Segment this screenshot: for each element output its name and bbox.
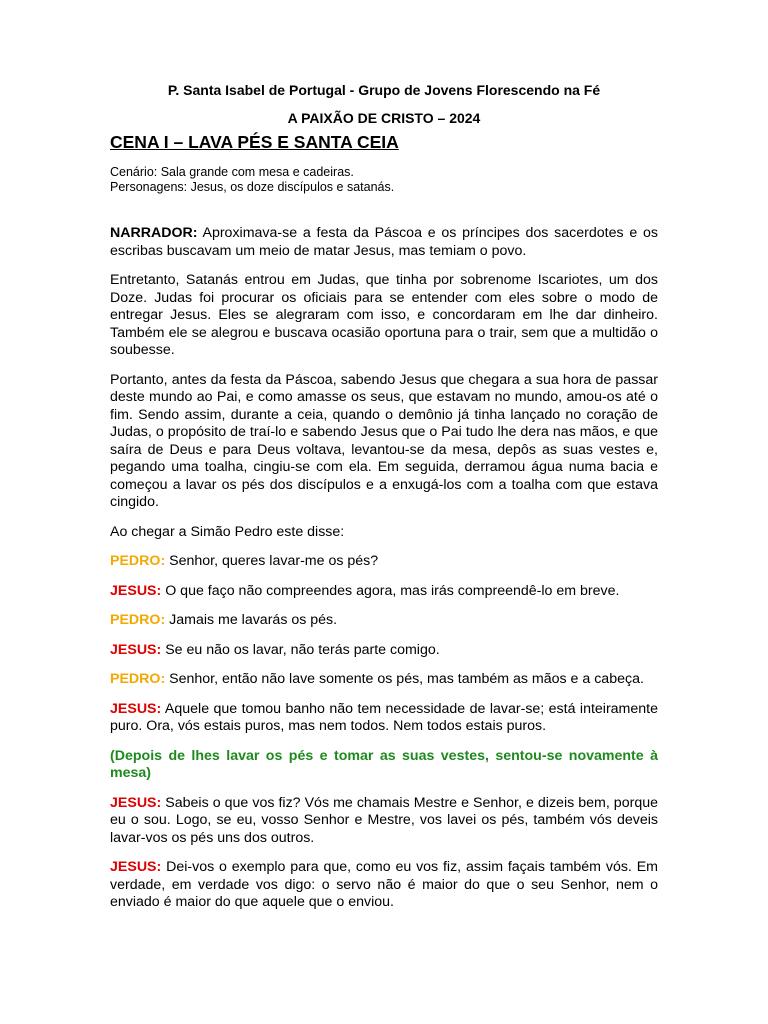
line-text: Se eu não os lavar, não terás parte comigo. xyxy=(165,641,440,658)
dialogue-line xyxy=(110,553,658,571)
dialogue-line xyxy=(110,859,658,912)
speaker-jesus: JESUS: xyxy=(110,582,162,599)
setting-line: Cenário: Sala grande com mesa e cadeiras. xyxy=(110,165,354,179)
line-text: Jamais me lavarás os pés. xyxy=(169,612,338,628)
speaker-narrador: NARRADOR: xyxy=(110,225,198,241)
line-text: Sabeis o que vos fiz? Vós me chamais Mestre e Senhor, e dizeis bem, porque eu o sou. Logo, se eu, vosso Senhor e Mestre, vos lavei os pés, também vós deveis lavar-vos os pés uns dos outros. xyxy=(110,794,658,846)
stage-direction: (Depois de lhes lavar os pés e tomar as suas vestes, sentou-se novamente à mesa) xyxy=(110,747,658,781)
script-document xyxy=(110,82,658,924)
characters-line: Personagens: Jesus, os doze discípulos e satanás. xyxy=(110,180,395,194)
line-text: Senhor, então não lave somente os pés, mas também as mãos e a cabeça. xyxy=(169,671,644,687)
narration-paragraph: Ao chegar a Simão Pedro este disse: xyxy=(110,523,345,540)
line-text: Dei-vos o exemplo para que, como eu vos fiz, assim façais também vós. Em verdade, em verdade vos digo: o servo não é maior do que o seu Senhor, nem o enviado é maior do que aquele que o enviou. xyxy=(110,859,658,910)
group-header: P. Santa Isabel de Portugal - Grupo de Jovens Florescendo na Fé xyxy=(167,82,601,98)
speaker-pedro: PEDRO: xyxy=(110,671,166,687)
dialogue-line xyxy=(110,642,658,660)
dialogue-line xyxy=(110,612,658,630)
play-title: A PAIXÃO DE CRISTO – 2024 xyxy=(287,110,481,126)
dialogue-line xyxy=(110,701,658,736)
speaker-jesus: JESUS: xyxy=(110,794,162,811)
dialogue-line xyxy=(110,795,658,848)
speaker-jesus: JESUS: xyxy=(110,641,162,658)
scene-setting xyxy=(110,165,658,195)
line-text: Senhor, queres lavar-me os pés? xyxy=(169,553,379,569)
dialogue-line xyxy=(110,583,658,601)
line-text: Aproximava-se a festa da Páscoa e os príncipes dos sacerdotes e os escribas buscavam um meio de matar Jesus, mas temiam o povo. xyxy=(110,225,658,259)
speaker-pedro: PEDRO: xyxy=(110,553,166,569)
narrator-line xyxy=(110,225,658,260)
narration-paragraph: Entretanto, Satanás entrou em Judas, que tinha por sobrenome Iscariotes, um dos Doze. Judas foi procurar os oficiais para se entender com eles sobre o modo de entregar Jesus. Eles se alegraram com isso, e concordaram em lhe dar dinheiro. Também ele se alegrou e buscava ocasião oportuna para o trair, sem que a multidão o soubesse. xyxy=(110,272,658,358)
line-text: O que faço não compreendes agora, mas irás compreendê-lo em breve. xyxy=(165,582,620,599)
narration-paragraph: Portanto, antes da festa da Páscoa, sabendo Jesus que chegara a sua hora de passar deste mundo ao Pai, e como amasse os seus, que estavam no mundo, amou-os até o fim. Sendo assim, durante a ceia, quando o demônio já tinha lançado no coração de Judas, o propósito de traí-lo e sabendo Jesus que o Pai tudo lhe dera nas mãos, e que saíra de Deus e para Deus voltava, levantou-se da mesa, depôs as suas vestes e, pegando uma toalha, cingiu-se com ela. Em seguida, derramou água numa bacia e começou a lavar os pés dos discípulos e a enxugá-los com a toalha com que estava cingido. xyxy=(110,371,658,510)
speaker-jesus: JESUS: xyxy=(110,700,162,717)
speaker-jesus: JESUS: xyxy=(110,859,162,875)
scene-title: CENA I – LAVA PÉS E SANTA CEIA xyxy=(110,132,399,152)
dialogue-line xyxy=(110,671,658,689)
speaker-pedro: PEDRO: xyxy=(110,612,166,628)
line-text: Aquele que tomou banho não tem necessidade de lavar-se; está inteiramente puro. Ora, vós estais puros, mas nem todos. Nem todos estais puros. xyxy=(110,700,658,734)
